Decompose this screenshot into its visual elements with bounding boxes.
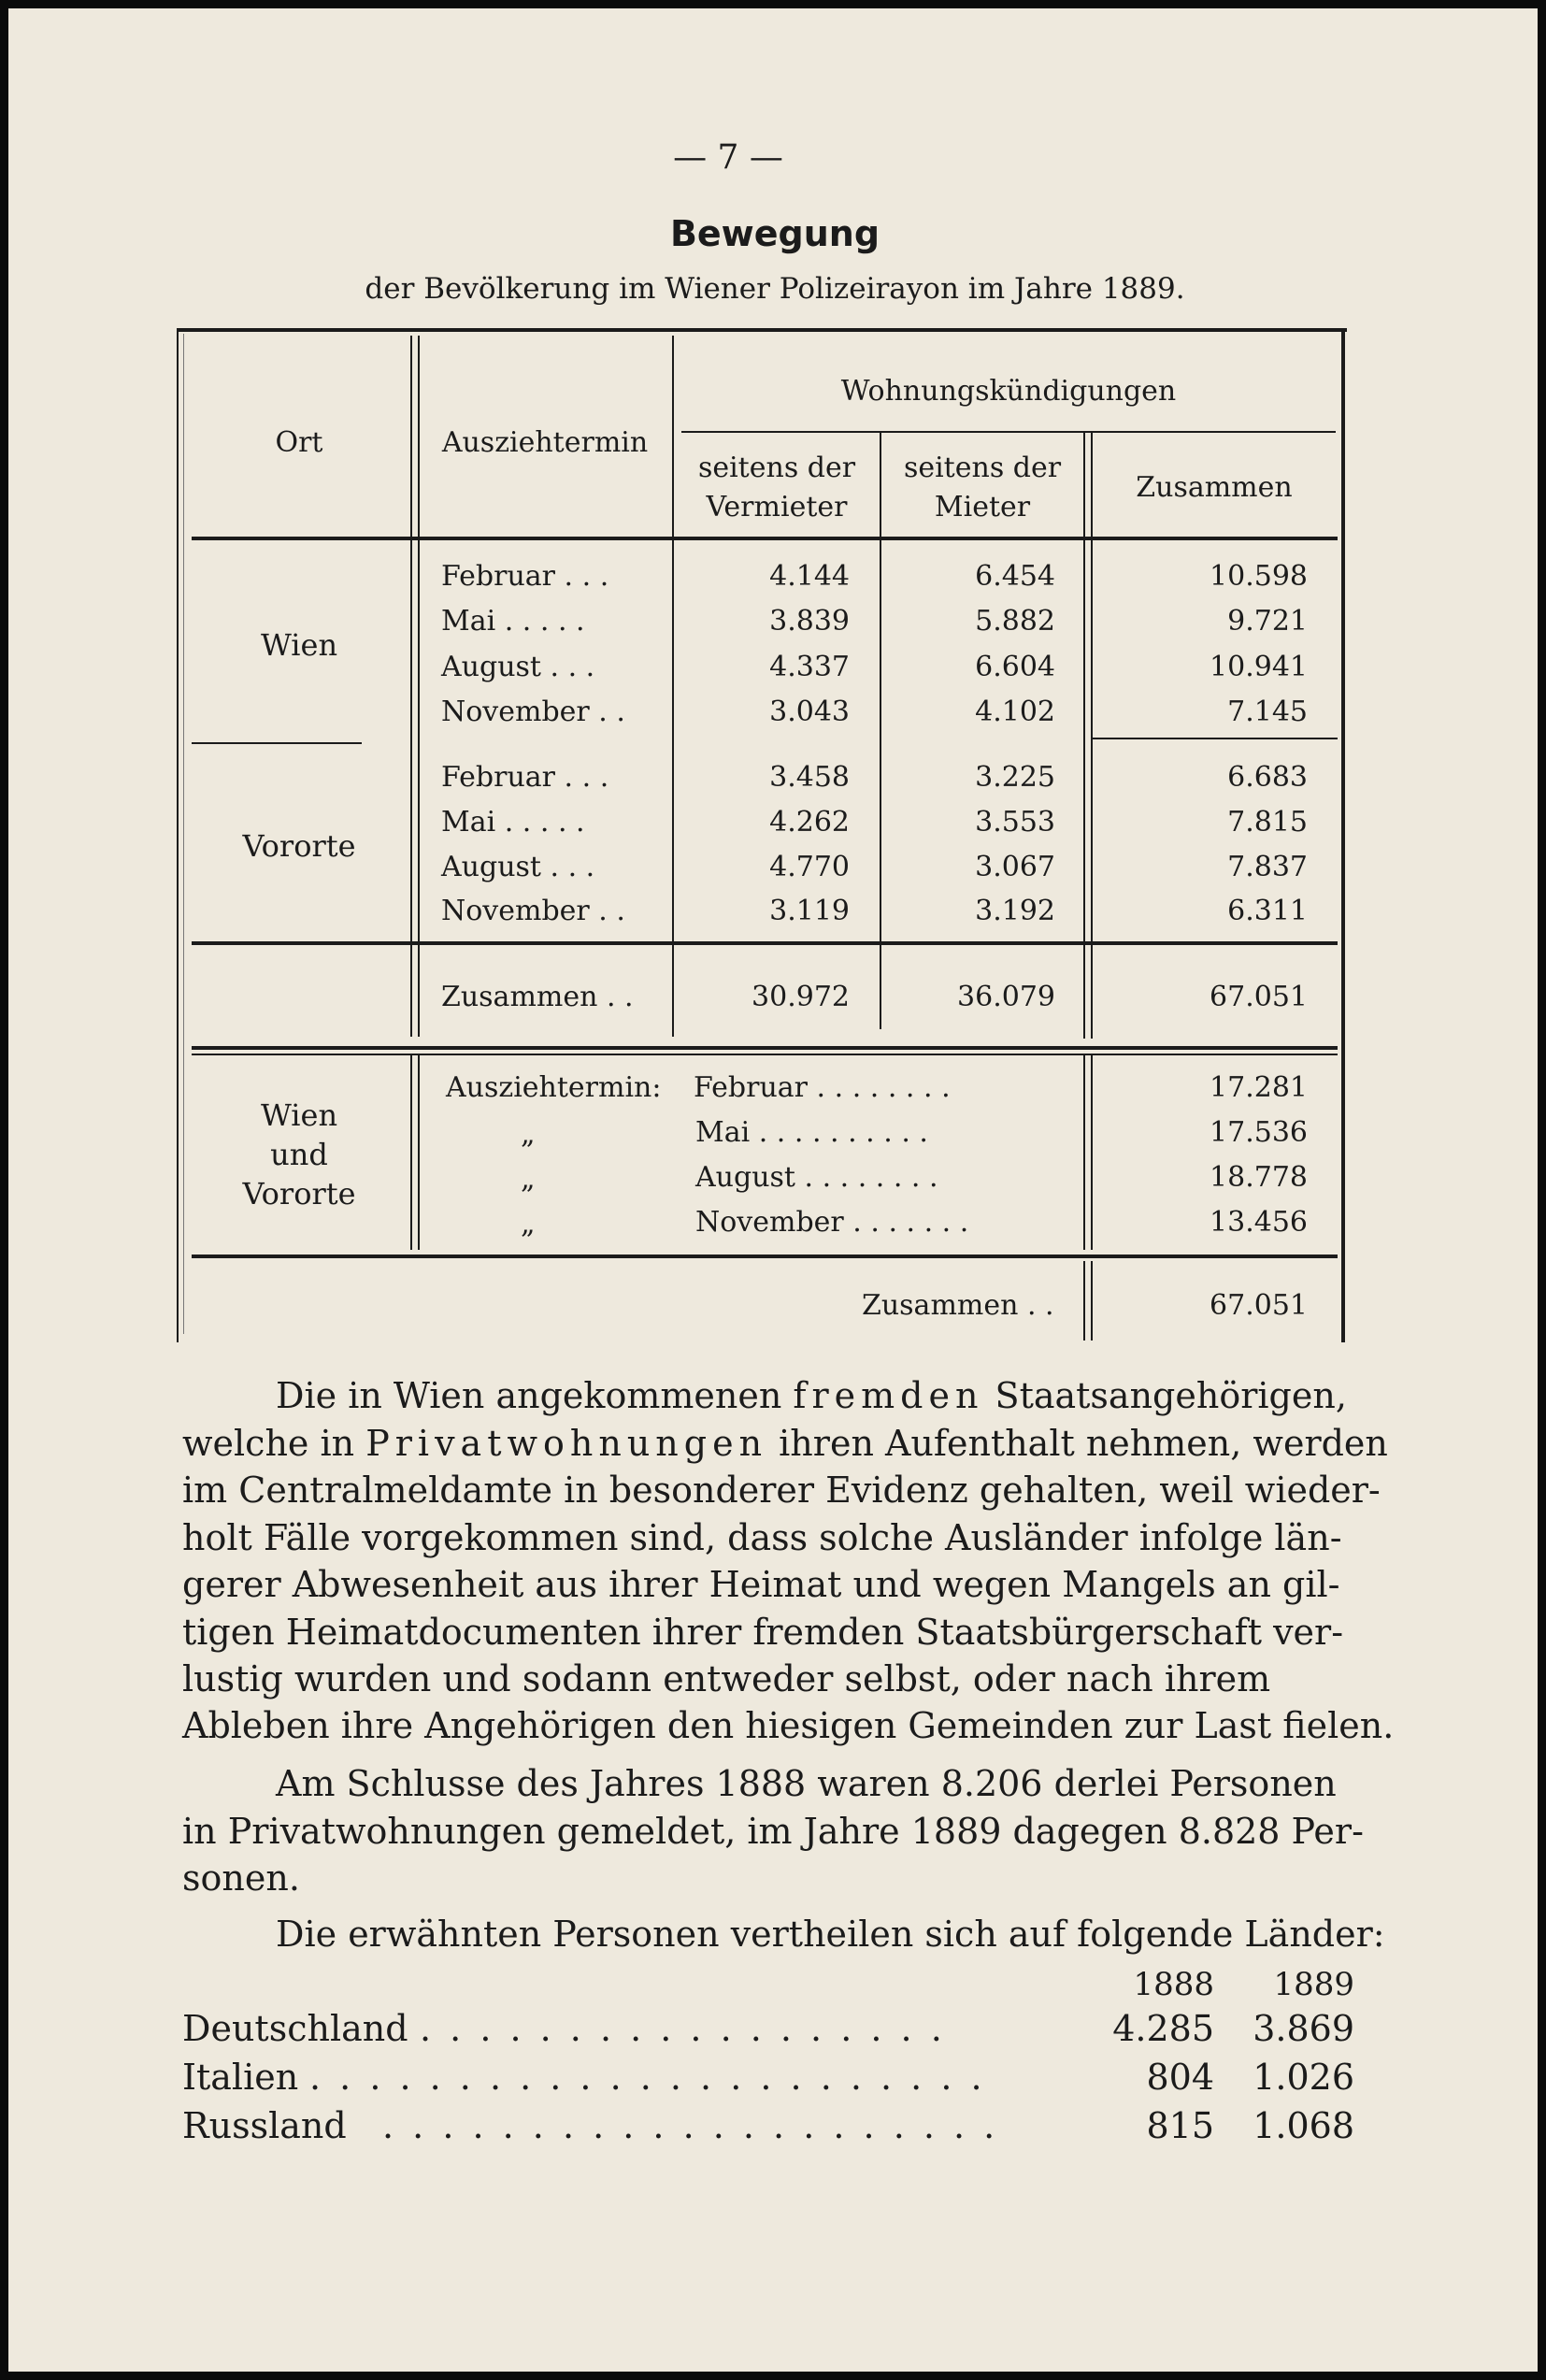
row-month: August . . . <box>441 651 595 683</box>
country-year-1888: 1888 <box>1133 1966 1214 2003</box>
paragraph-1-line: holt Fälle vorgekommen sind, dass solche Ausländer infolge län- <box>182 1517 1342 1558</box>
col-header-mieter-2: Mieter <box>934 491 1031 523</box>
row-month: November . . <box>441 895 625 927</box>
header-bottom-rule <box>192 537 1338 540</box>
paragraph-1-emph-2: Privatwohnungen <box>365 1423 768 1464</box>
country-1888: 4.285 <box>1112 2008 1214 2049</box>
summary-top-rule <box>192 1046 1338 1050</box>
row-vermieter: 4.262 <box>769 806 850 839</box>
country-1888: 804 <box>1146 2057 1214 2098</box>
summary-row-value: 18.778 <box>1210 1161 1308 1194</box>
summary-row-value: 13.456 <box>1210 1206 1308 1239</box>
row-month: August . . . <box>441 851 595 883</box>
col-header-vermieter-1: seitens der <box>697 452 856 484</box>
row-zusammen: 7.145 <box>1227 695 1308 728</box>
paragraph-3-line: Die erwähnten Personen vertheilen sich auf folgende Länder: <box>276 1914 1385 1955</box>
paragraph-2-line: Am Schlusse des Jahres 1888 waren 8.206 derlei Personen <box>276 1763 1337 1804</box>
row-mieter: 5.882 <box>975 605 1055 638</box>
paragraph-1-line <box>276 1375 1347 1416</box>
totals-zusammen: 67.051 <box>1210 981 1308 1013</box>
row-zusammen: 9.721 <box>1227 605 1308 638</box>
row-mieter: 3.192 <box>975 895 1055 927</box>
summary-row-prefix: „ <box>521 1208 536 1240</box>
paragraph-2-line: sonen. <box>182 1857 300 1899</box>
row-month: Februar . . . <box>441 761 609 794</box>
paragraph-1-line-2a: welche in <box>182 1423 366 1464</box>
row-month: Mai . . . . . <box>441 806 585 839</box>
summary-bottom-rule <box>192 1255 1338 1258</box>
country-leader: . . . . . . . . . . . . . . . . . . <box>420 2008 946 2049</box>
totals-vermieter: 30.972 <box>752 981 850 1013</box>
row-vermieter: 4.144 <box>769 560 850 593</box>
row-month: Februar . . . <box>441 560 609 593</box>
country-leader: . . . . . . . . . . . . . . . . . . . . . <box>382 2105 999 2146</box>
col-header-zusammen: Zusammen <box>1136 471 1293 504</box>
summary-total-label: Zusammen . . <box>862 1289 1054 1322</box>
row-zusammen: 10.941 <box>1210 651 1308 683</box>
summary-row-month: Februar . . . . . . . . <box>694 1071 951 1104</box>
summary-label-line-3: Vororte <box>242 1176 356 1212</box>
country-leader: . . . . . . . . . . . . . . . . . . . . . . . <box>309 2057 986 2098</box>
paragraph-1-line-2b: ihren Aufenthalt nehmen, werden <box>767 1423 1388 1464</box>
col-divider-ort <box>410 336 412 1037</box>
table-left-border <box>177 328 179 1342</box>
summary-row-prefix: „ <box>521 1163 536 1196</box>
row-mieter: 3.067 <box>975 851 1055 883</box>
group-label-wien: Wien <box>260 627 338 663</box>
country-name: Deutschland <box>182 2008 408 2049</box>
page-subtitle: der Bevölkerung im Wiener Polizeirayon im Jahre 1889. <box>365 272 1185 306</box>
paragraph-1-line <box>182 1423 1388 1464</box>
col-header-wohnungskuendigungen: Wohnungskündigungen <box>840 375 1177 408</box>
paragraph-1-line-1a: Die in Wien angekommenen <box>276 1375 794 1416</box>
col-divider-mieter <box>1083 431 1085 1039</box>
summary-label-line-2: und <box>270 1137 328 1172</box>
row-zusammen: 6.311 <box>1227 895 1308 927</box>
summary-row-month: August . . . . . . . . <box>695 1161 938 1194</box>
summary-total-value: 67.051 <box>1210 1289 1308 1322</box>
summary-row-value: 17.536 <box>1210 1116 1308 1149</box>
row-vermieter: 3.839 <box>769 605 850 638</box>
page-number: — 7 — <box>673 138 783 177</box>
page-title: Bewegung <box>669 213 880 254</box>
row-mieter: 3.553 <box>975 806 1055 839</box>
row-mieter: 4.102 <box>975 695 1055 728</box>
row-vermieter: 3.119 <box>769 895 850 927</box>
paragraph-1-line: gerer Abwesenheit aus ihrer Heimat und wegen Mangels an gil- <box>182 1564 1340 1605</box>
row-month: Mai . . . . . <box>441 605 585 638</box>
country-name: Italien <box>182 2057 299 2098</box>
col-header-ort: Ort <box>275 426 323 459</box>
paragraph-1-emph-1: fremden <box>793 1375 984 1416</box>
country-1888: 815 <box>1146 2105 1214 2146</box>
row-mieter: 3.225 <box>975 761 1055 794</box>
summary-row-prefix: „ <box>521 1118 536 1151</box>
summary-row-month: November . . . . . . . <box>695 1206 969 1239</box>
paragraph-1-line: Ableben ihre Angehörigen den hiesigen Gemeinden zur Last fielen. <box>182 1705 1395 1746</box>
row-vermieter: 4.770 <box>769 851 850 883</box>
wien-vororte-total-rule <box>192 941 1338 945</box>
row-zusammen: 10.598 <box>1210 560 1308 593</box>
col-header-vermieter-2: Vermieter <box>706 491 848 523</box>
totals-mieter: 36.079 <box>957 981 1055 1013</box>
row-vermieter: 4.337 <box>769 651 850 683</box>
row-mieter: 6.454 <box>975 560 1055 593</box>
summary-label-line-1: Wien <box>260 1097 338 1133</box>
paragraph-2-line: in Privatwohnungen gemeldet, im Jahre 1889 dagegen 8.828 Per- <box>182 1811 1364 1852</box>
paragraph-1-line: tigen Heimatdocumenten ihrer fremden Staatsbürgerschaft ver- <box>182 1612 1344 1653</box>
paragraph-1-line: im Centralmeldamte in besonderer Evidenz gehalten, weil wieder- <box>182 1470 1381 1511</box>
country-name: Russland <box>182 2105 347 2146</box>
country-1889: 3.869 <box>1253 2008 1354 2049</box>
row-vermieter: 3.458 <box>769 761 850 794</box>
summary-row-prefix: Ausziehtermin: <box>446 1071 662 1104</box>
group-label-vororte: Vororte <box>242 828 356 864</box>
paragraph-1-line: lustig wurden und sodann entweder selbst, oder nach ihrem <box>182 1658 1271 1699</box>
col-divider-termin <box>672 336 674 1037</box>
row-vermieter: 3.043 <box>769 695 850 728</box>
country-year-1889: 1889 <box>1273 1966 1354 2003</box>
page <box>8 8 1538 2372</box>
table-right-border <box>1341 328 1345 1342</box>
country-1889: 1.026 <box>1253 2057 1354 2098</box>
paragraph-1-line-1b: Staatsangehörigen, <box>983 1375 1347 1416</box>
row-zusammen: 7.815 <box>1227 806 1308 839</box>
col-header-mieter-1: seitens der <box>903 452 1062 484</box>
row-zusammen: 7.837 <box>1227 851 1308 883</box>
header-subdivider <box>681 431 1336 433</box>
totals-label: Zusammen . . <box>441 981 634 1013</box>
row-mieter: 6.604 <box>975 651 1055 683</box>
col-header-ausziehtermin: Ausziehtermin <box>441 426 649 459</box>
row-zusammen: 6.683 <box>1227 761 1308 794</box>
table-top-border <box>177 328 1347 332</box>
summary-row-month: Mai . . . . . . . . . . <box>695 1116 928 1149</box>
summary-row-value: 17.281 <box>1210 1071 1308 1104</box>
country-1889: 1.068 <box>1253 2105 1354 2146</box>
row-month: November . . <box>441 695 625 728</box>
